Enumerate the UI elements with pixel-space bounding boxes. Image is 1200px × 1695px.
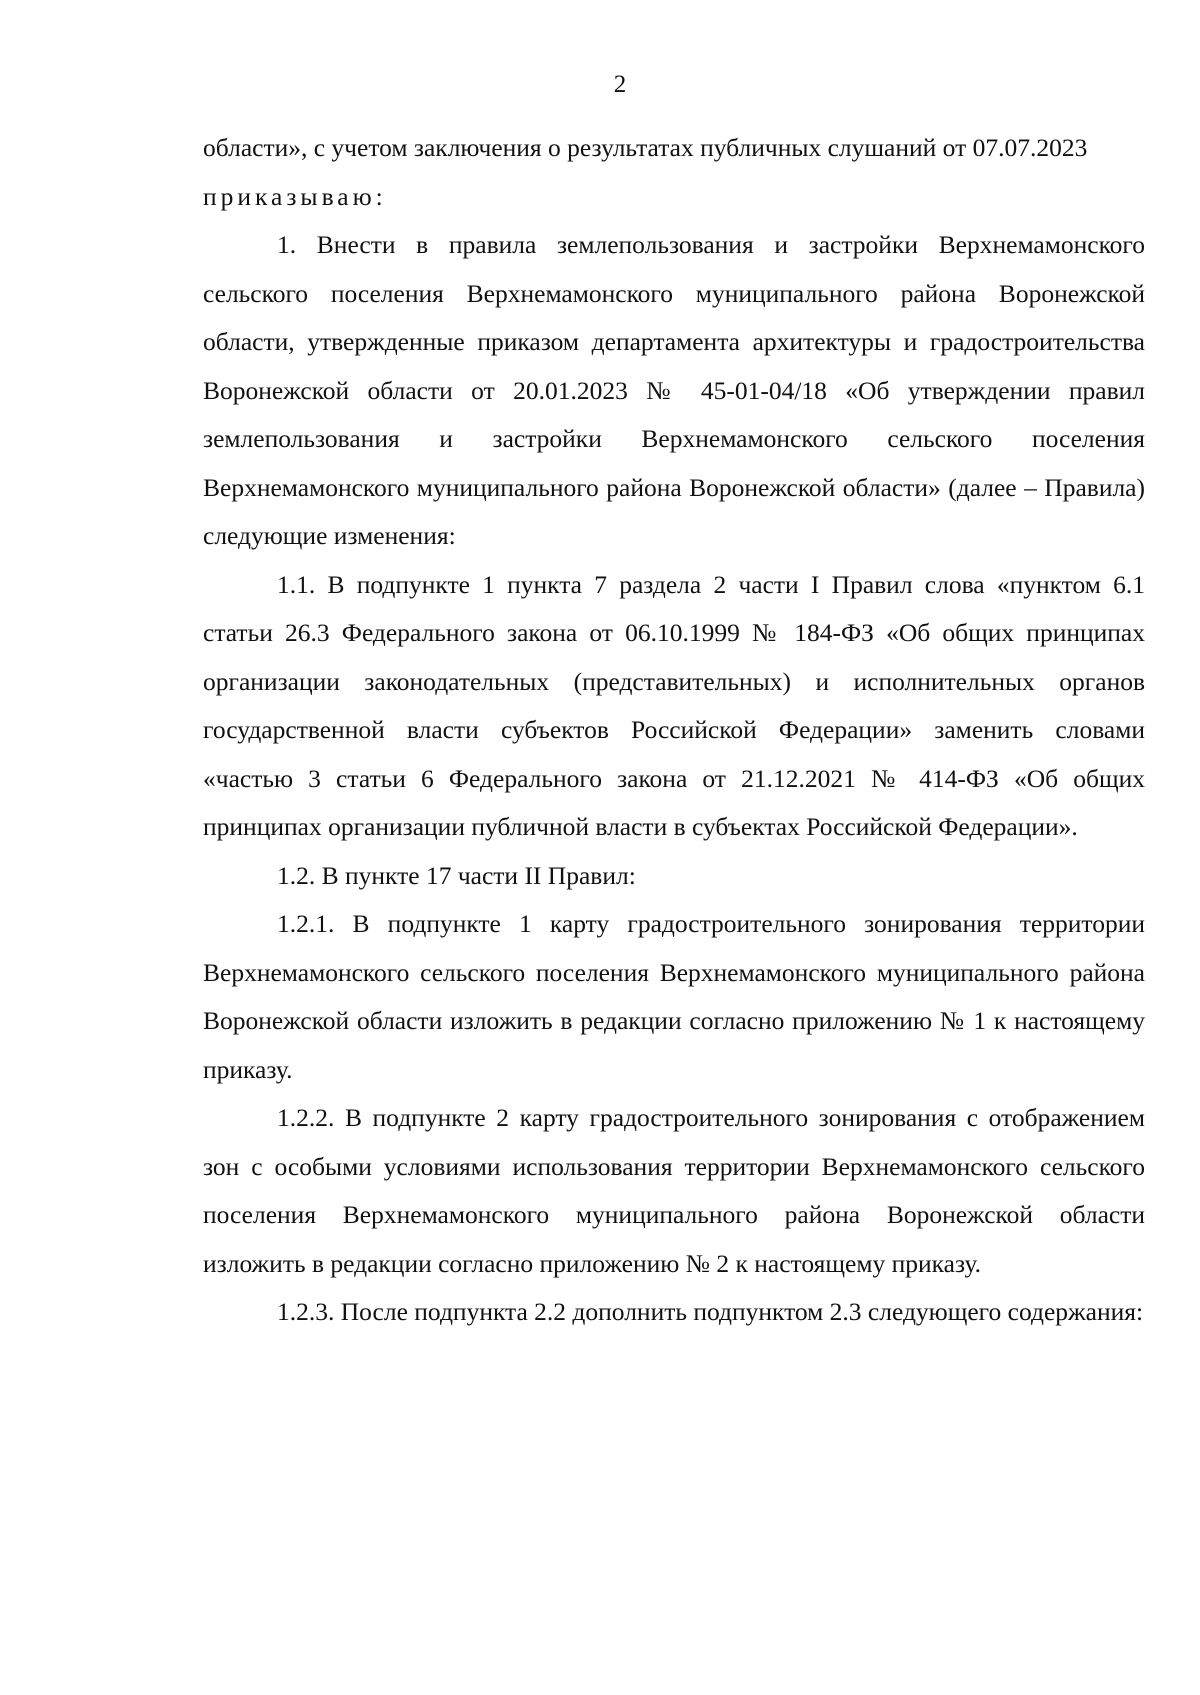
paragraph-item-1-2: 1.2. В пункте 17 части II Правил:	[277, 860, 636, 890]
paragraph-item-1-2-3: 1.2.3. После подпункта 2.2 дополнить подпунктом 2.3 следующего содержания:	[277, 1297, 1144, 1326]
page-number: 2	[613, 71, 627, 98]
paragraph-item-1-2-2: 1.2.2. В подпункте 2 карту градостроительного зонирования с отображением зон с особыми условиями использования территории Верхнемамонского сельского поселения Верхнемамонского муниципального района Воронежской области изложить в редакции согласно приложению № 2 к настоящему приказу.	[203, 1103, 1145, 1278]
paragraph-item-1-1: 1.1. В подпункте 1 пункта 7 раздела 2 части I Правил слова «пунктом 6.1 статьи 26.3 Федерального закона от 06.10.1999 № 184-ФЗ «Об общих принципах организации законодательных (представительных) и исполнительных органов государственной власти субъектов Российской Федерации» заменить словами «частью 3 статьи 6 Федерального закона от 21.12.2021 № 414-ФЗ «Об общих принципах организации публичной власти в субъектах Российской Федерации».	[203, 569, 1145, 841]
order-keyword: приказываю:	[203, 181, 387, 211]
paragraph-item-1-2-1: 1.2.1. В подпункте 1 карту градостроительного зонирования территории Верхнемамонского сельского поселения Верхнемамонского муниципального района Воронежской области изложить в редакции согласно приложению № 1 к настоящему приказу.	[203, 909, 1145, 1084]
paragraph-continuation: области», с учетом заключения о результатах публичных слушаний от 07.07.2023	[203, 133, 1088, 162]
document-body	[203, 124, 1145, 1337]
paragraph-item-1: 1. Внести в правила землепользования и застройки Верхнемамонского сельского поселения Верхнемамонского муниципального района Воронежской области, утвержденные приказом департамента архитектуры и градостроительства Воронежской области от 20.01.2023 № 45-01-04/18 «Об утверждении правил землепользования и застройки Верхнемамонского сельского поселения Верхнемамонского муниципального района Воронежской области» (далее – Правила) следующие изменения:	[203, 230, 1145, 550]
